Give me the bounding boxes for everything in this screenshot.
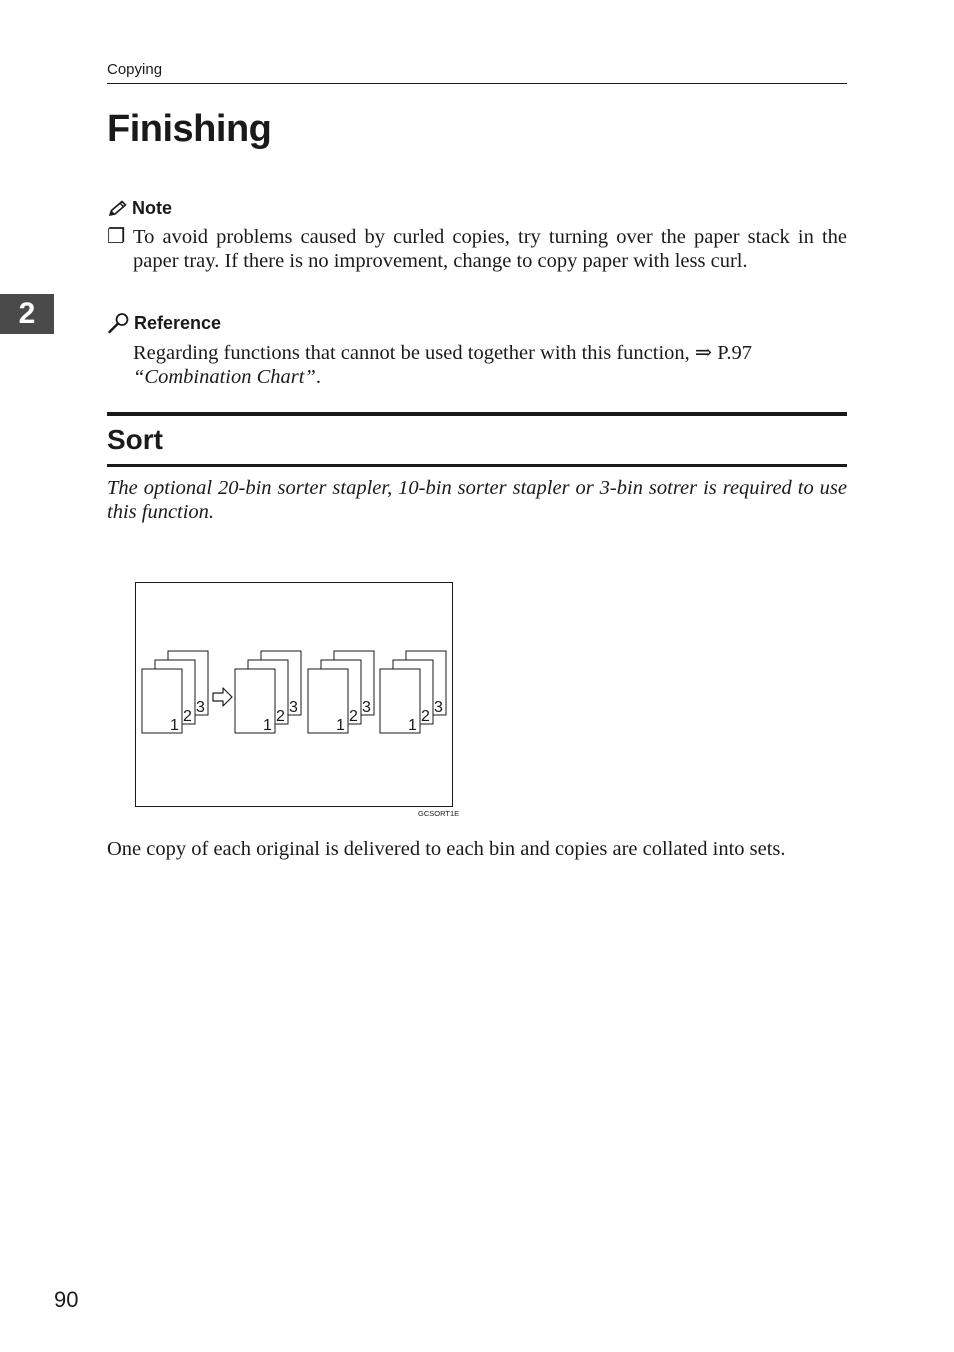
note-item-text: To avoid problems caused by curled copies, try turning over the paper stack in the paper tray. If there is no improvement, change to copy paper with less curl. (133, 226, 847, 272)
page-number-label: 2 (183, 708, 192, 725)
section-rule-top (107, 412, 847, 416)
reference-link[interactable]: “Combination Chart” (133, 366, 316, 388)
reference-heading (107, 312, 221, 334)
section-title-sort: Sort (107, 424, 163, 455)
reference-label: Reference (134, 312, 222, 333)
section-rule-bottom (107, 464, 847, 467)
sort-figure (135, 582, 453, 807)
sort-intro: The optional 20-bin sorter stapler, 10-bin sorter stapler or 3-bin sotrer is required to use this function. (107, 477, 847, 523)
checkbox-bullet-icon: ❐ (107, 226, 126, 248)
note-label: Note (132, 198, 172, 218)
page-title: Finishing (107, 108, 272, 150)
page-number-label: 2 (421, 708, 430, 725)
page-number-label: 3 (196, 699, 205, 716)
note-item (107, 225, 847, 273)
page-number: 90 (54, 1287, 79, 1312)
page-number-label: 1 (170, 717, 179, 734)
page-number-label: 3 (434, 699, 443, 716)
reference-line: Regarding functions that cannot be used together with this function, ⇒ P.97 (133, 342, 752, 364)
sort-body: One copy of each original is delivered to each bin and copies are collated into sets. (107, 838, 786, 860)
header-rule (107, 83, 847, 84)
page-number-label: 1 (408, 717, 417, 734)
page-number-label: 1 (336, 717, 345, 734)
note-heading (107, 198, 172, 219)
chapter-tab: 2 (0, 294, 54, 334)
page-number-label: 1 (263, 717, 272, 734)
figure-code: GCSORT1E (418, 809, 460, 818)
reference-text (133, 341, 847, 389)
running-head: Copying (107, 61, 163, 78)
page-number-label: 2 (349, 708, 358, 725)
page-number-label: 3 (289, 699, 298, 716)
reference-end: . (315, 366, 321, 388)
magnifier-icon (107, 312, 131, 334)
pencil-icon (107, 200, 129, 218)
page-number-label: 2 (276, 708, 285, 725)
page-number-label: 3 (362, 699, 371, 716)
